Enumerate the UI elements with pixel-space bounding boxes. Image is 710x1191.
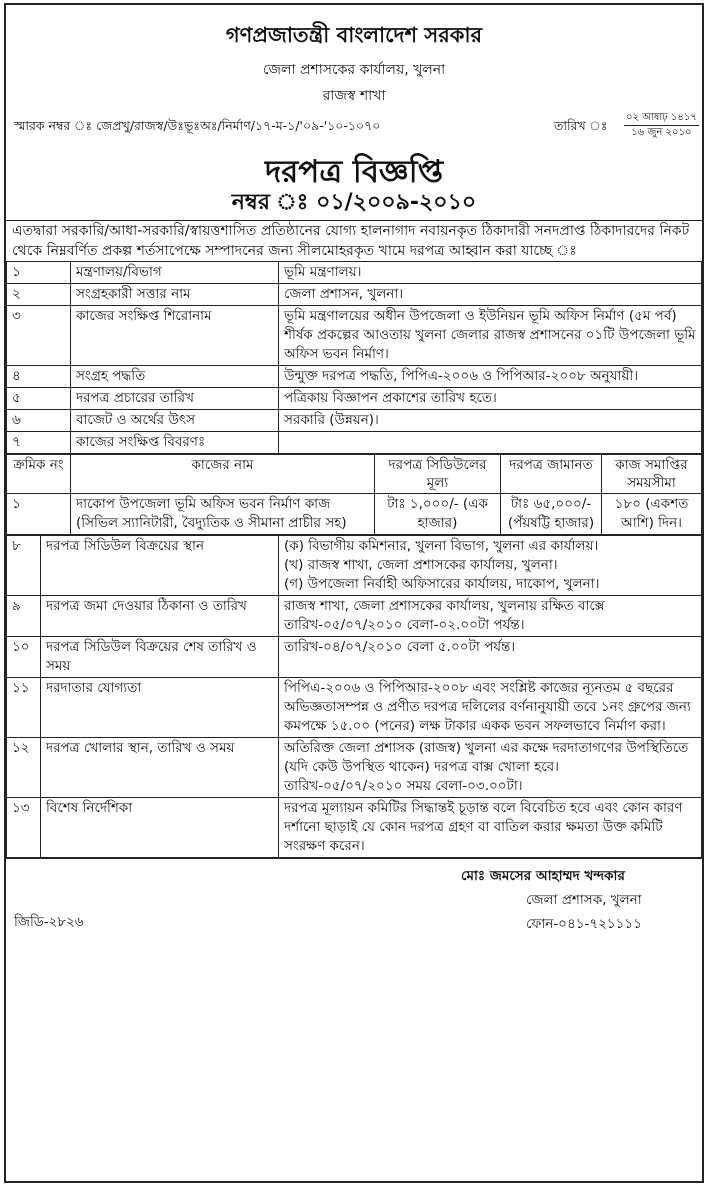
row-value-line: পিপিএ-২০০৬ ও পিপিআর-২০০৮ এবং সংশ্লিষ্ট কাজের ন্যূনতম ৫ বছরের অভিজ্ঞতাসম্পন্ন ও প্রণীত দরপত্র দলিলের বর্ণনানুযায়ী তবে ১নং গ্রুপের জন্য কমপক্ষে ১৫.০০ (পনের) লক্ষ টাকার একক ভবন সফলভাবে নির্মাণ করা। bbox=[284, 680, 691, 734]
memo-reference: স্মারক নম্বর ঃ জেপ্রখু/রাজস্ব/উঃভূঃঅঃ/নির্মাণ/১৭-ম-১/'০৯-'১০-১০৭০ bbox=[14, 118, 381, 133]
row-number: ৪ bbox=[7, 366, 71, 388]
row-label: দরপত্র প্রচারের তারিখ bbox=[71, 388, 279, 410]
row-value bbox=[279, 432, 702, 454]
row-number: ৯ bbox=[7, 596, 41, 637]
table-row bbox=[7, 596, 702, 637]
table-row bbox=[7, 410, 702, 432]
row-value-line: দরপত্র মূল্যায়ন কমিটির সিদ্ধান্তই চূড়ান্ত বলে বিবেচিত হবে এবং কোন কারণ দর্শানো ছাড়াই যে কোন দরপত্র গ্রহণ বা বাতিল করার ক্ষমতা উক্ত কমিটি সংরক্ষণ করেন। bbox=[284, 800, 683, 854]
row-number: ৬ bbox=[7, 410, 71, 432]
row-label: সংগ্রহ পদ্ধতি bbox=[71, 366, 279, 388]
row-value-line: (গ) উপজেলা নির্বাহী অফিসারের কার্যালয়, দাকোপ, খুলনা। bbox=[284, 576, 600, 592]
tender-notice-page bbox=[4, 3, 704, 1183]
row-number: ১ bbox=[7, 262, 71, 284]
row-value-line: (ক) বিভাগীয় কমিশনার, খুলনা বিভাগ, খুলনা এর কার্যালয়। bbox=[284, 538, 599, 554]
row-value-line: (খ) রাজস্ব শাখা, জেলা প্রশাসকের কার্যালয়, খুলনা। bbox=[284, 557, 558, 573]
office-name: জেলা প্রশাসকের কার্যালয়, খুলনা bbox=[262, 62, 446, 78]
row-number: ১২ bbox=[7, 738, 41, 798]
footer bbox=[6, 858, 702, 943]
table-row bbox=[7, 366, 702, 388]
row-value-line: অতিরিক্ত জেলা প্রশাসক (রাজস্ব) খুলনা এর কক্ষে দরদাতাগণের উপস্থিতিতে (যদি কেউ উপস্থিত থাকেন) দরপত্র বাক্স খোলা হবে। bbox=[284, 740, 689, 775]
signatory-designation: জেলা প্রশাসক, খুলনা bbox=[526, 892, 642, 908]
row-number: ২ bbox=[7, 284, 71, 306]
table-row bbox=[7, 536, 702, 596]
row-label: দরপত্র খোলার স্থান, তারিখ ও সময় bbox=[41, 738, 279, 798]
row-value: ভূমি মন্ত্রণালয়ের অধীন উপজেলা ও ইউনিয়ন ভূমি অফিস নির্মাণ (৫ম পর্ব) শীর্ষক প্রকল্পের আওতায় খুলনা জেলার রাজস্ব প্রশাসনের ০১টি উপজেলা ভূমি অফিস ভবন নির্মাণ। bbox=[279, 306, 702, 366]
date-label: তারিখ ঃ bbox=[554, 118, 608, 133]
job-name: দাকোপ উপজেলা ভূমি অফিস ভবন নির্মাণ কাজ (সিভিল স্যানিটারী, বৈদ্যুতিক ও সীমানা প্রাচীর সহ) bbox=[71, 494, 375, 535]
job-row bbox=[7, 494, 702, 535]
signatory-name: মোঃ জমসের আহাম্মদ খন্দকার bbox=[461, 868, 625, 884]
row-value: পত্রিকায় বিজ্ঞাপন প্রকাশের তারিখ হতে। bbox=[279, 388, 702, 410]
table-row bbox=[7, 798, 702, 858]
row-value-line: তারিখ-০৫/০৭/২০১০ বেলা-০২.০০টা পর্যন্ত। bbox=[284, 617, 525, 633]
job-header-name: কাজের নাম bbox=[71, 455, 375, 494]
job-table bbox=[6, 454, 702, 535]
branch-name: রাজস্ব শাখা bbox=[322, 88, 386, 104]
row-number: ১০ bbox=[7, 637, 41, 678]
row-label: সংগ্রহকারী সত্তার নাম bbox=[71, 284, 279, 306]
row-value bbox=[279, 738, 702, 798]
job-serial: ১ bbox=[7, 494, 71, 535]
row-value bbox=[279, 536, 702, 596]
table-row bbox=[7, 637, 702, 678]
row-number: ৫ bbox=[7, 388, 71, 410]
table-row bbox=[7, 388, 702, 410]
row-value: জেলা প্রশাসন, খুলনা। bbox=[279, 284, 702, 306]
row-number: ৭ bbox=[7, 432, 71, 454]
row-number: ৩ bbox=[7, 306, 71, 366]
row-label: দরপত্র সিডিউল বিক্রয়ের স্থান bbox=[41, 536, 279, 596]
row-value-line: রাজস্ব শাখা, জেলা প্রশাসকের কার্যালয়, খুলনায় রক্ষিত বাক্সে bbox=[284, 598, 605, 614]
government-name: গণপ্রজাতন্ত্রী বাংলাদেশ সরকার bbox=[225, 23, 483, 47]
notice-number: নম্বর ঃ ০১/২০০৯-২০১০ bbox=[231, 190, 477, 215]
row-value-line: তারিখ-০৪/০৭/২০১০ বেলা ৫.০০টা পর্যন্ত। bbox=[284, 639, 516, 655]
row-label: কাজের সংক্ষিপ্ত বিবরণঃ bbox=[71, 432, 279, 454]
row-label: কাজের সংক্ষিপ্ত শিরোনাম bbox=[71, 306, 279, 366]
row-label: বাজেট ও অর্থের উৎস bbox=[71, 410, 279, 432]
row-value bbox=[279, 637, 702, 678]
row-label: দরদাতার যোগ্যতা bbox=[41, 678, 279, 738]
job-header-serial: ক্রমিক নং bbox=[7, 455, 71, 494]
row-number: ১৩ bbox=[7, 798, 41, 858]
notice-intro: এতদ্বারা সরকারি/আধা-সরকারি/স্বায়ত্তশাসিত প্রতিষ্ঠানের যোগ্য হালনাগাদ নবায়নকৃত ঠিকাদারী সনদপ্রাপ্ত ঠিকাদারদের নিকট থেকে নিম্নবর্ণিত প্রকল্প শর্তসাপেক্ষে সম্পাদনের জন্য সীলমোহরকৃত খামে দরপত্র আহ্বান করা যাচ্ছে ঃ bbox=[6, 220, 702, 261]
row-label: দরপত্র সিডিউল বিক্রয়ের শেষ তারিখ ও সময় bbox=[41, 637, 279, 678]
job-schedule-price: টাঃ ১,০০০/- (এক হাজার) bbox=[375, 494, 501, 535]
row-value: ভূমি মন্ত্রণালয়। bbox=[279, 262, 702, 284]
table-row bbox=[7, 678, 702, 738]
row-number: ৮ bbox=[7, 536, 41, 596]
info-table-bottom bbox=[6, 535, 702, 858]
memo-dates bbox=[624, 111, 699, 140]
row-value bbox=[279, 678, 702, 738]
date-english: ১৬ জুন ২০১০ bbox=[631, 127, 692, 138]
job-header-security: দরপত্র জামানত bbox=[501, 455, 602, 494]
date-bangla: ০২ আষাঢ় ১৪১৭ bbox=[624, 111, 699, 126]
row-label: দরপত্র জমা দেওয়ার ঠিকানা ও তারিখ bbox=[41, 596, 279, 637]
memo-line bbox=[6, 108, 702, 154]
table-row bbox=[7, 306, 702, 366]
row-value-line: তারিখ-০৫/০৭/২০১০ সময় বেলা-০৩.০০টা। bbox=[284, 778, 523, 794]
job-header-duration: কাজ সমাপ্তির সময়সীমা bbox=[602, 455, 702, 494]
signatory-phone: ফোন-০৪১-৭২১১১১ bbox=[526, 916, 642, 932]
row-number: ১১ bbox=[7, 678, 41, 738]
row-value: উন্মুক্ত দরপত্র পদ্ধতি, পিপিএ-২০০৬ ও পিপিআর-২০০৮ অনুযায়ী। bbox=[279, 366, 702, 388]
job-header-schedule-price: দরপত্র সিডিউলের মূল্য bbox=[375, 455, 501, 494]
job-duration: ১৮০ (একশত আশি) দিন। bbox=[602, 494, 702, 535]
info-table-top bbox=[6, 261, 702, 454]
row-value bbox=[279, 798, 702, 858]
table-row bbox=[7, 262, 702, 284]
row-value bbox=[279, 596, 702, 637]
table-row bbox=[7, 432, 702, 454]
row-label: মন্ত্রণালয়/বিভাগ bbox=[71, 262, 279, 284]
table-row bbox=[7, 284, 702, 306]
notice-title: দরপত্র বিজ্ঞপ্তি bbox=[264, 154, 444, 190]
table-row bbox=[7, 738, 702, 798]
row-label: বিশেষ নির্দেশিকা bbox=[41, 798, 279, 858]
job-security: টাঃ ৬৫,০০০/- (পঁয়ষট্টি হাজার) bbox=[501, 494, 602, 535]
row-value: সরকারি (উন্নয়ন)। bbox=[279, 410, 702, 432]
gd-number: জিডি-২৮২৬ bbox=[14, 914, 84, 930]
